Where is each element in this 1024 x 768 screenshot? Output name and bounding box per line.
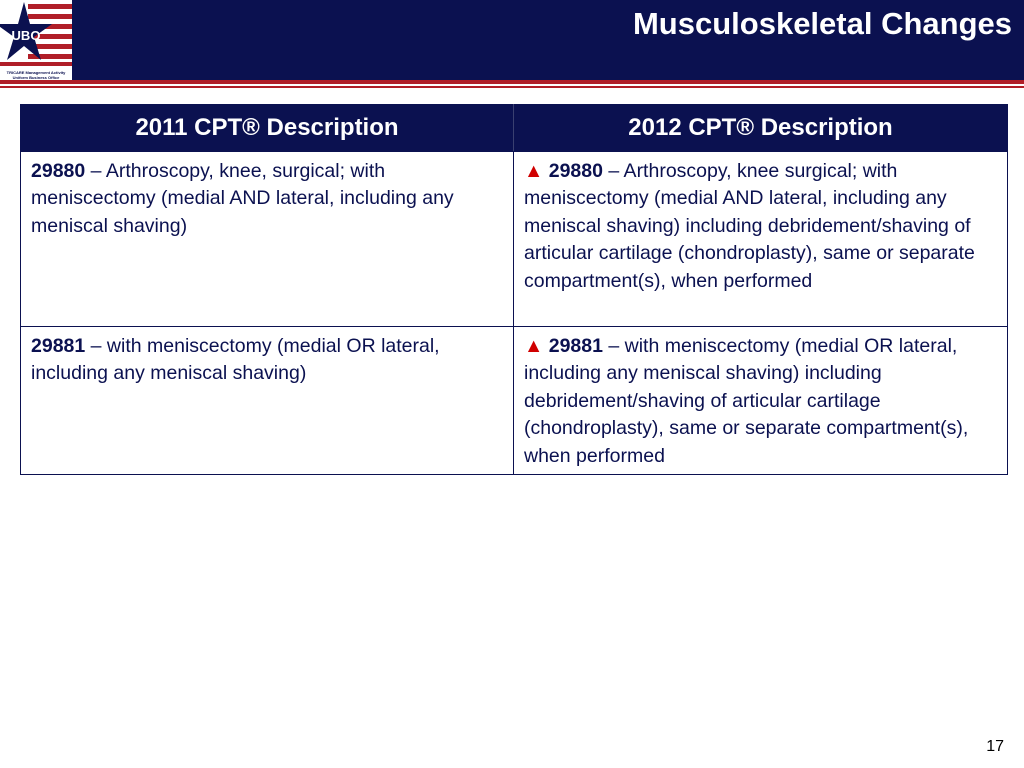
logo-caption: TRICARE Management Activity Uniform Business Office	[6, 70, 66, 80]
cpt-code: 29880	[548, 160, 603, 182]
cell-2011-description	[21, 152, 514, 327]
logo-text: UBO	[11, 28, 41, 43]
cpt-comparison-table	[20, 104, 1008, 475]
table-header-row	[21, 105, 1008, 152]
page-number: 17	[986, 738, 1004, 755]
column-header-2012: 2012 CPT® Description	[514, 105, 1008, 152]
cpt-text: – Arthroscopy, knee, surgical; with meniscectomy (medial AND lateral, including any meniscal shaving)	[31, 160, 454, 237]
slide-title: Musculoskeletal Changes	[632, 6, 1012, 41]
table-row	[21, 327, 1008, 475]
cpt-text: – with meniscectomy (medial OR lateral, including any meniscal shaving)	[31, 335, 440, 385]
cell-2011-description	[21, 327, 514, 475]
column-header-2011: 2011 CPT® Description	[21, 105, 514, 152]
cpt-code: 29880	[31, 160, 86, 182]
flag-star-icon	[0, 0, 72, 72]
cpt-code: 29881	[548, 335, 603, 357]
cell-2012-description	[514, 152, 1008, 327]
cpt-code: 29881	[31, 335, 86, 357]
cpt-text: – with meniscectomy (medial OR lateral, including any meniscal shaving) including debridement/shaving of articular cartilage (chondroplasty), same or separate compartment(s), when performed	[524, 335, 969, 467]
cell-2012-description	[514, 327, 1008, 475]
revised-triangle-icon: ▲	[524, 160, 549, 182]
slide-header	[0, 0, 1024, 80]
header-rule	[0, 80, 1024, 84]
header-rule-thin	[0, 86, 1024, 88]
table-row	[21, 152, 1008, 327]
ubo-logo	[0, 0, 72, 80]
revised-triangle-icon: ▲	[524, 335, 549, 357]
cpt-text: – Arthroscopy, knee surgical; with meniscectomy (medial AND lateral, including any meniscal shaving) including debridement/shaving of articular cartilage (chondroplasty), same or separate compartment(s), when performed	[524, 160, 975, 292]
